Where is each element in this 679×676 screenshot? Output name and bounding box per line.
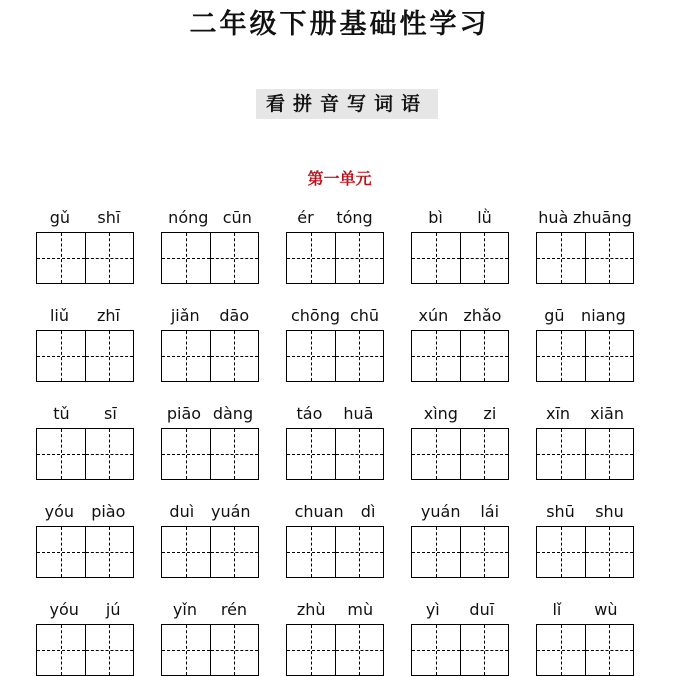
writing-box[interactable] <box>85 331 134 381</box>
writing-boxes <box>161 624 259 676</box>
writing-boxes <box>286 232 384 284</box>
pinyin-line <box>286 594 384 624</box>
pinyin-syllable: zhuāng <box>572 207 632 227</box>
pinyin-syllable: chū <box>349 305 380 325</box>
pinyin-line <box>536 398 634 428</box>
pinyin-line <box>36 202 134 232</box>
writing-boxes <box>411 624 509 676</box>
pinyin-syllable: xiān <box>590 403 624 423</box>
pinyin-syllable: shī <box>97 207 121 227</box>
pinyin-syllable: sī <box>104 403 117 423</box>
word-item <box>36 496 134 578</box>
writing-box[interactable] <box>335 527 384 577</box>
pinyin-line <box>161 398 259 428</box>
writing-box[interactable] <box>287 527 335 577</box>
writing-boxes <box>161 428 259 480</box>
writing-boxes <box>536 330 634 382</box>
pinyin-syllable: dāo <box>219 305 250 325</box>
word-item <box>536 594 634 676</box>
pinyin-syllable: jiǎn <box>170 305 200 325</box>
writing-box[interactable] <box>37 527 85 577</box>
pinyin-line <box>286 398 384 428</box>
word-item <box>286 300 384 382</box>
pinyin-line <box>36 594 134 624</box>
writing-box[interactable] <box>537 527 585 577</box>
word-item <box>36 398 134 480</box>
pinyin-syllable: yǐn <box>172 599 197 619</box>
pinyin-syllable: xìng <box>423 403 458 423</box>
word-item <box>161 496 259 578</box>
writing-box[interactable] <box>85 625 134 675</box>
pinyin-syllable: huà <box>538 207 569 227</box>
writing-box[interactable] <box>162 625 210 675</box>
pinyin-syllable: ér <box>297 207 314 227</box>
writing-box[interactable] <box>335 233 384 283</box>
word-item <box>36 594 134 676</box>
writing-box[interactable] <box>412 429 460 479</box>
pinyin-syllable: zhǎo <box>463 305 502 325</box>
pinyin-syllable: nóng <box>168 207 209 227</box>
pinyin-syllable: zi <box>483 403 497 423</box>
writing-box[interactable] <box>585 625 634 675</box>
pinyin-syllable: piāo <box>166 403 202 423</box>
pinyin-syllable: jú <box>105 599 121 619</box>
word-item <box>536 398 634 480</box>
writing-box[interactable] <box>412 625 460 675</box>
writing-boxes <box>161 526 259 578</box>
word-item <box>161 202 259 284</box>
pinyin-line <box>411 496 509 526</box>
pinyin-syllable: wù <box>594 599 618 619</box>
writing-box[interactable] <box>162 331 210 381</box>
pinyin-syllable: táo <box>296 403 323 423</box>
pinyin-syllable: yóu <box>49 599 79 619</box>
word-item <box>536 496 634 578</box>
writing-box[interactable] <box>460 625 509 675</box>
pinyin-syllable: chuan <box>294 501 344 521</box>
pinyin-syllable: lái <box>480 501 500 521</box>
pinyin-syllable: lǜ <box>477 207 492 227</box>
pinyin-line <box>411 300 509 330</box>
pinyin-syllable: duì <box>169 501 195 521</box>
pinyin-syllable: liǔ <box>49 305 70 325</box>
pinyin-line <box>536 300 634 330</box>
writing-boxes <box>286 330 384 382</box>
writing-boxes <box>411 526 509 578</box>
pinyin-line <box>161 202 259 232</box>
writing-box[interactable] <box>287 429 335 479</box>
pinyin-syllable: dì <box>360 501 376 521</box>
writing-box[interactable] <box>335 331 384 381</box>
writing-boxes <box>536 624 634 676</box>
writing-box[interactable] <box>537 625 585 675</box>
pinyin-syllable: huā <box>343 403 374 423</box>
writing-box[interactable] <box>37 625 85 675</box>
writing-boxes <box>286 428 384 480</box>
pinyin-line <box>286 202 384 232</box>
word-item <box>536 300 634 382</box>
writing-box[interactable] <box>210 527 259 577</box>
word-item <box>411 202 509 284</box>
pinyin-line <box>411 594 509 624</box>
word-item <box>286 496 384 578</box>
writing-box[interactable] <box>162 527 210 577</box>
pinyin-syllable: yóu <box>44 501 74 521</box>
pinyin-line <box>536 594 634 624</box>
writing-boxes <box>161 330 259 382</box>
writing-boxes <box>36 428 134 480</box>
word-item <box>286 398 384 480</box>
pinyin-syllable: shū <box>546 501 575 521</box>
writing-box[interactable] <box>537 331 585 381</box>
pinyin-syllable: gǔ <box>49 207 70 227</box>
pinyin-syllable: tóng <box>336 207 373 227</box>
word-item <box>286 594 384 676</box>
pinyin-line <box>286 496 384 526</box>
writing-box[interactable] <box>37 233 85 283</box>
word-item <box>411 398 509 480</box>
pinyin-syllable: dàng <box>212 403 254 423</box>
pinyin-syllable: shu <box>595 501 624 521</box>
pinyin-syllable: gū <box>544 305 565 325</box>
writing-box[interactable] <box>85 233 134 283</box>
writing-box[interactable] <box>537 429 585 479</box>
word-item <box>411 594 509 676</box>
writing-box[interactable] <box>37 429 85 479</box>
pinyin-syllable: yuán <box>211 501 251 521</box>
word-item <box>286 202 384 284</box>
pinyin-line <box>536 202 634 232</box>
writing-box[interactable] <box>162 233 210 283</box>
writing-box[interactable] <box>460 527 509 577</box>
page-title: 二年级下册基础性学习 <box>189 9 490 40</box>
pinyin-syllable: yì <box>425 599 440 619</box>
writing-boxes <box>36 624 134 676</box>
pinyin-line <box>36 496 134 526</box>
pinyin-syllable: chōng <box>290 305 340 325</box>
writing-box[interactable] <box>85 429 134 479</box>
pinyin-syllable: xún <box>418 305 449 325</box>
writing-boxes <box>536 428 634 480</box>
writing-boxes <box>411 232 509 284</box>
pinyin-syllable: cūn <box>222 207 252 227</box>
pinyin-syllable: niang <box>581 305 626 325</box>
writing-box[interactable] <box>210 625 259 675</box>
writing-box[interactable] <box>162 429 210 479</box>
word-item <box>36 202 134 284</box>
writing-box[interactable] <box>460 429 509 479</box>
pinyin-line <box>286 300 384 330</box>
writing-box[interactable] <box>412 233 460 283</box>
pinyin-line <box>411 202 509 232</box>
writing-boxes <box>36 330 134 382</box>
writing-boxes <box>536 526 634 578</box>
writing-box[interactable] <box>412 331 460 381</box>
pinyin-line <box>161 300 259 330</box>
word-item <box>411 300 509 382</box>
pinyin-syllable: piào <box>91 501 126 521</box>
writing-box[interactable] <box>210 233 259 283</box>
word-item <box>161 398 259 480</box>
pinyin-syllable: lǐ <box>552 599 562 619</box>
word-item <box>161 300 259 382</box>
writing-box[interactable] <box>287 233 335 283</box>
writing-box[interactable] <box>85 527 134 577</box>
vocabulary-grid <box>36 202 646 676</box>
writing-boxes <box>161 232 259 284</box>
word-item <box>536 202 634 284</box>
writing-box[interactable] <box>210 429 259 479</box>
writing-box[interactable] <box>460 331 509 381</box>
pinyin-syllable: zhù <box>296 599 326 619</box>
pinyin-syllable: zhī <box>97 305 120 325</box>
writing-boxes <box>411 428 509 480</box>
writing-boxes <box>411 330 509 382</box>
writing-box[interactable] <box>585 233 634 283</box>
writing-box[interactable] <box>585 527 634 577</box>
writing-boxes <box>286 526 384 578</box>
writing-box[interactable] <box>537 233 585 283</box>
word-item <box>411 496 509 578</box>
section-heading: 看拼音写词语 <box>256 89 438 119</box>
pinyin-line <box>36 300 134 330</box>
pinyin-line <box>161 594 259 624</box>
writing-box[interactable] <box>335 625 384 675</box>
unit-heading: 第一单元 <box>307 169 372 188</box>
writing-boxes <box>536 232 634 284</box>
writing-box[interactable] <box>585 429 634 479</box>
writing-box[interactable] <box>335 429 384 479</box>
writing-boxes <box>36 526 134 578</box>
writing-boxes <box>36 232 134 284</box>
writing-box[interactable] <box>412 527 460 577</box>
writing-box[interactable] <box>287 625 335 675</box>
pinyin-line <box>36 398 134 428</box>
pinyin-line <box>411 398 509 428</box>
writing-box[interactable] <box>37 331 85 381</box>
writing-box[interactable] <box>210 331 259 381</box>
pinyin-line <box>536 496 634 526</box>
pinyin-syllable: duī <box>469 599 495 619</box>
pinyin-syllable: mù <box>347 599 374 619</box>
pinyin-syllable: yuán <box>420 501 461 521</box>
word-item <box>36 300 134 382</box>
pinyin-syllable: rén <box>220 599 248 619</box>
writing-box[interactable] <box>585 331 634 381</box>
word-item <box>161 594 259 676</box>
pinyin-syllable: tǔ <box>53 403 70 423</box>
pinyin-syllable: xīn <box>546 403 571 423</box>
pinyin-syllable: bì <box>428 207 443 227</box>
pinyin-line <box>161 496 259 526</box>
writing-box[interactable] <box>460 233 509 283</box>
writing-box[interactable] <box>287 331 335 381</box>
writing-boxes <box>286 624 384 676</box>
